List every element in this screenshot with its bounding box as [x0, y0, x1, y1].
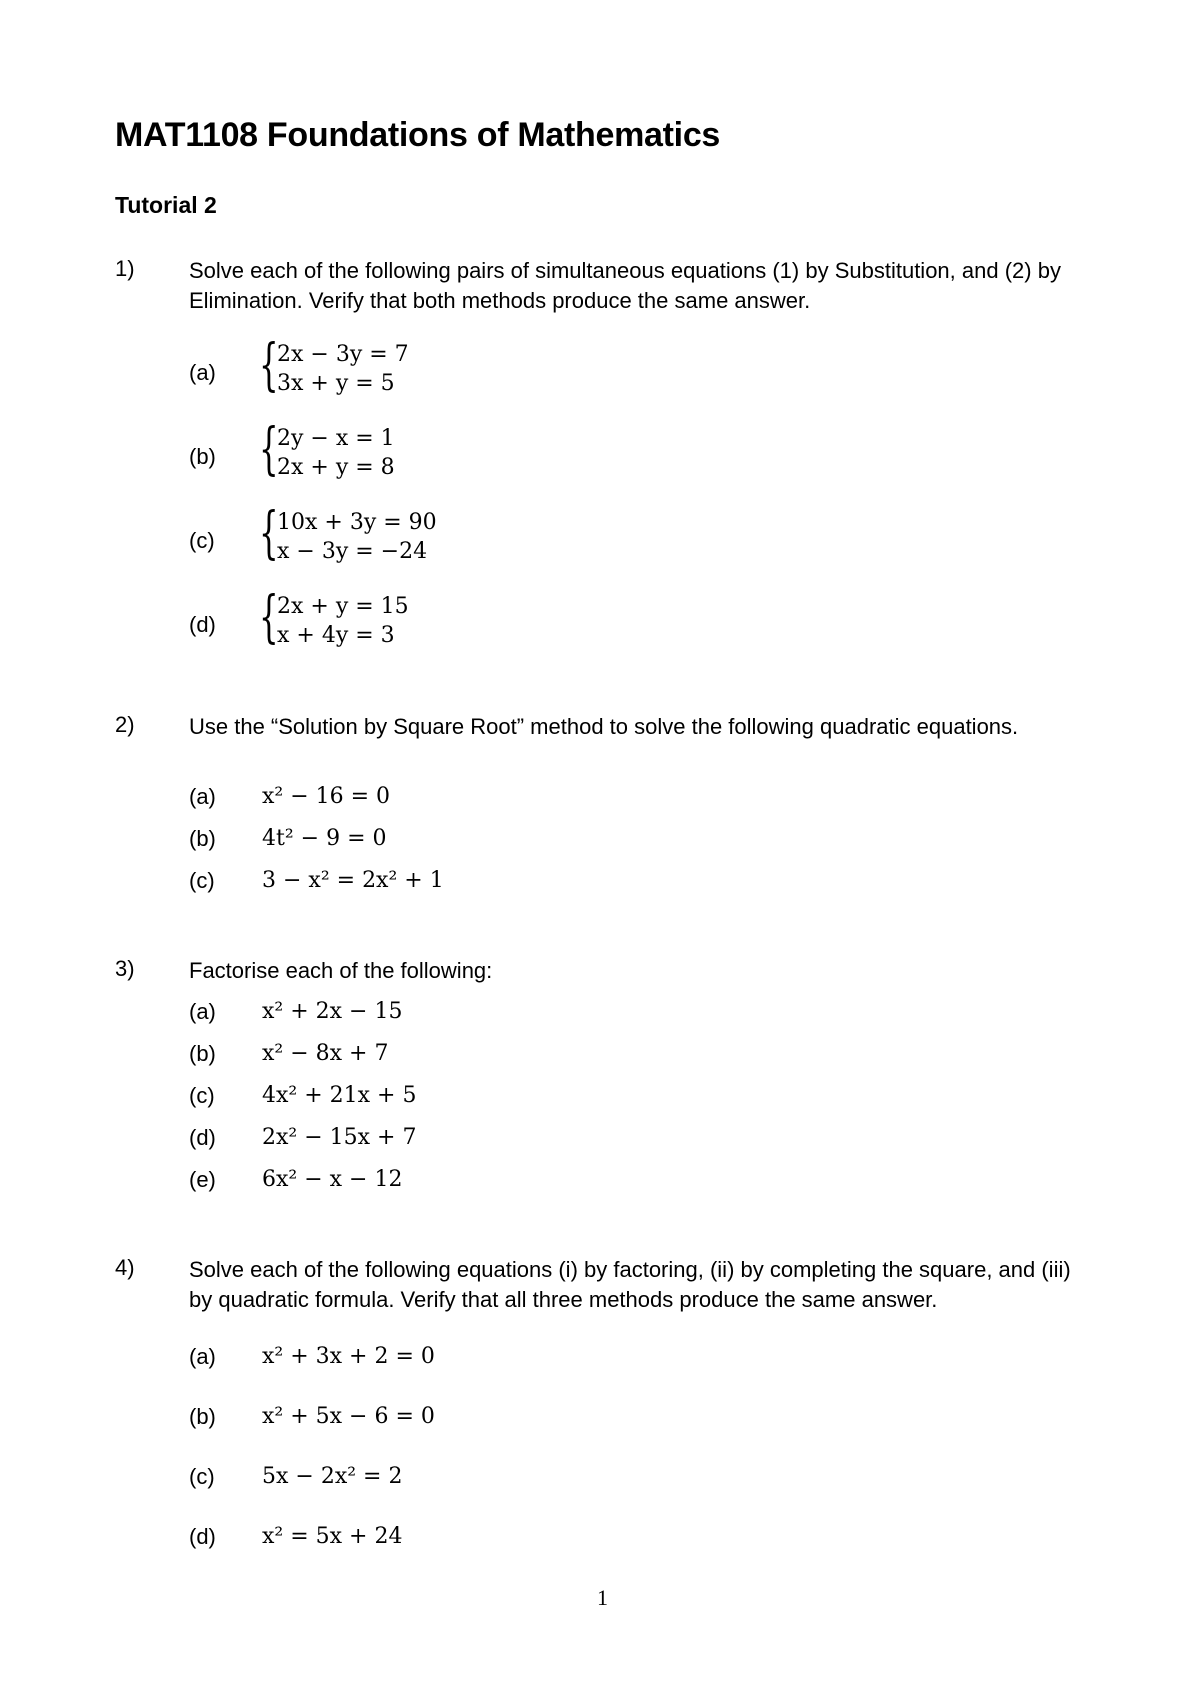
- q2-part-a-label: (a): [189, 784, 216, 809]
- question-2-text: Use the “Solution by Square Root” method to solve the following quadratic equations.: [189, 714, 1019, 739]
- tutorial-subtitle: Tutorial 2: [115, 192, 217, 218]
- q4-part-c-label: (c): [189, 1464, 215, 1489]
- equation: x + 4y = 3: [277, 623, 395, 648]
- question-4-text: Solve each of the following equations (i) by factoring, (ii) by completing the square, and (iii) by quadratic formula. Verify that all three methods produce the same answer.: [189, 1257, 1071, 1312]
- q1-part-b-label: (b): [189, 444, 216, 469]
- q2-part-b-expression: 4t² − 9 = 0: [262, 826, 387, 851]
- q3-part-e-label: (e): [189, 1167, 216, 1192]
- left-brace-icon: {: [259, 501, 279, 566]
- equation: x − 3y = −24: [277, 539, 428, 564]
- q3-part-c-label: (c): [189, 1083, 215, 1108]
- question-1-text: Solve each of the following pairs of simultaneous equations (1) by Substitution, and (2) by Elimination. Verify that both methods produce the same answer.: [189, 258, 1061, 313]
- q4-part-d-expression: x² = 5x + 24: [262, 1524, 403, 1549]
- q4-part-d-label: (d): [189, 1524, 216, 1549]
- q4-part-a-label: (a): [189, 1344, 216, 1369]
- page-title: MAT1108 Foundations of Mathematics: [115, 116, 721, 154]
- q1-part-a-label: (a): [189, 360, 216, 385]
- q1-part-d-label: (d): [189, 612, 216, 637]
- equation: 2x + y = 15: [277, 594, 409, 619]
- equation: 2x − 3y = 7: [277, 342, 409, 367]
- q3-part-b-label: (b): [189, 1041, 216, 1066]
- left-brace-icon: {: [259, 333, 279, 398]
- question-1-number: 1): [115, 256, 135, 281]
- q3-part-c-expression: 4x² + 21x + 5: [262, 1083, 417, 1108]
- equation: 2y − x = 1: [277, 426, 395, 451]
- left-brace-icon: {: [259, 417, 279, 482]
- left-brace-icon: {: [259, 585, 279, 650]
- page-number: 1: [597, 1585, 608, 1610]
- q2-part-c-label: (c): [189, 868, 215, 893]
- q4-part-b-label: (b): [189, 1404, 216, 1429]
- q1-part-c-label: (c): [189, 528, 215, 553]
- q2-part-a-expression: x² − 16 = 0: [262, 784, 391, 809]
- q4-part-c-expression: 5x − 2x² = 2: [262, 1464, 403, 1489]
- q4-part-b-expression: x² + 5x − 6 = 0: [262, 1404, 435, 1429]
- q3-part-a-label: (a): [189, 999, 216, 1024]
- q4-part-a-expression: x² + 3x + 2 = 0: [262, 1344, 435, 1369]
- question-3-number: 3): [115, 956, 135, 981]
- q3-part-b-expression: x² − 8x + 7: [262, 1041, 389, 1066]
- q3-part-a-expression: x² + 2x − 15: [262, 999, 403, 1024]
- question-4-number: 4): [115, 1255, 135, 1280]
- question-2-number: 2): [115, 712, 135, 737]
- q3-part-d-expression: 2x² − 15x + 7: [262, 1125, 417, 1150]
- q3-part-d-label: (d): [189, 1125, 216, 1150]
- question-3-text: Factorise each of the following:: [189, 958, 493, 983]
- q3-part-e-expression: 6x² − x − 12: [262, 1167, 403, 1192]
- q2-part-b-label: (b): [189, 826, 216, 851]
- equation: 2x + y = 8: [277, 455, 395, 480]
- equation: 3x + y = 5: [277, 371, 395, 396]
- equation: 10x + 3y = 90: [277, 510, 437, 535]
- q2-part-c-expression: 3 − x² = 2x² + 1: [262, 868, 444, 893]
